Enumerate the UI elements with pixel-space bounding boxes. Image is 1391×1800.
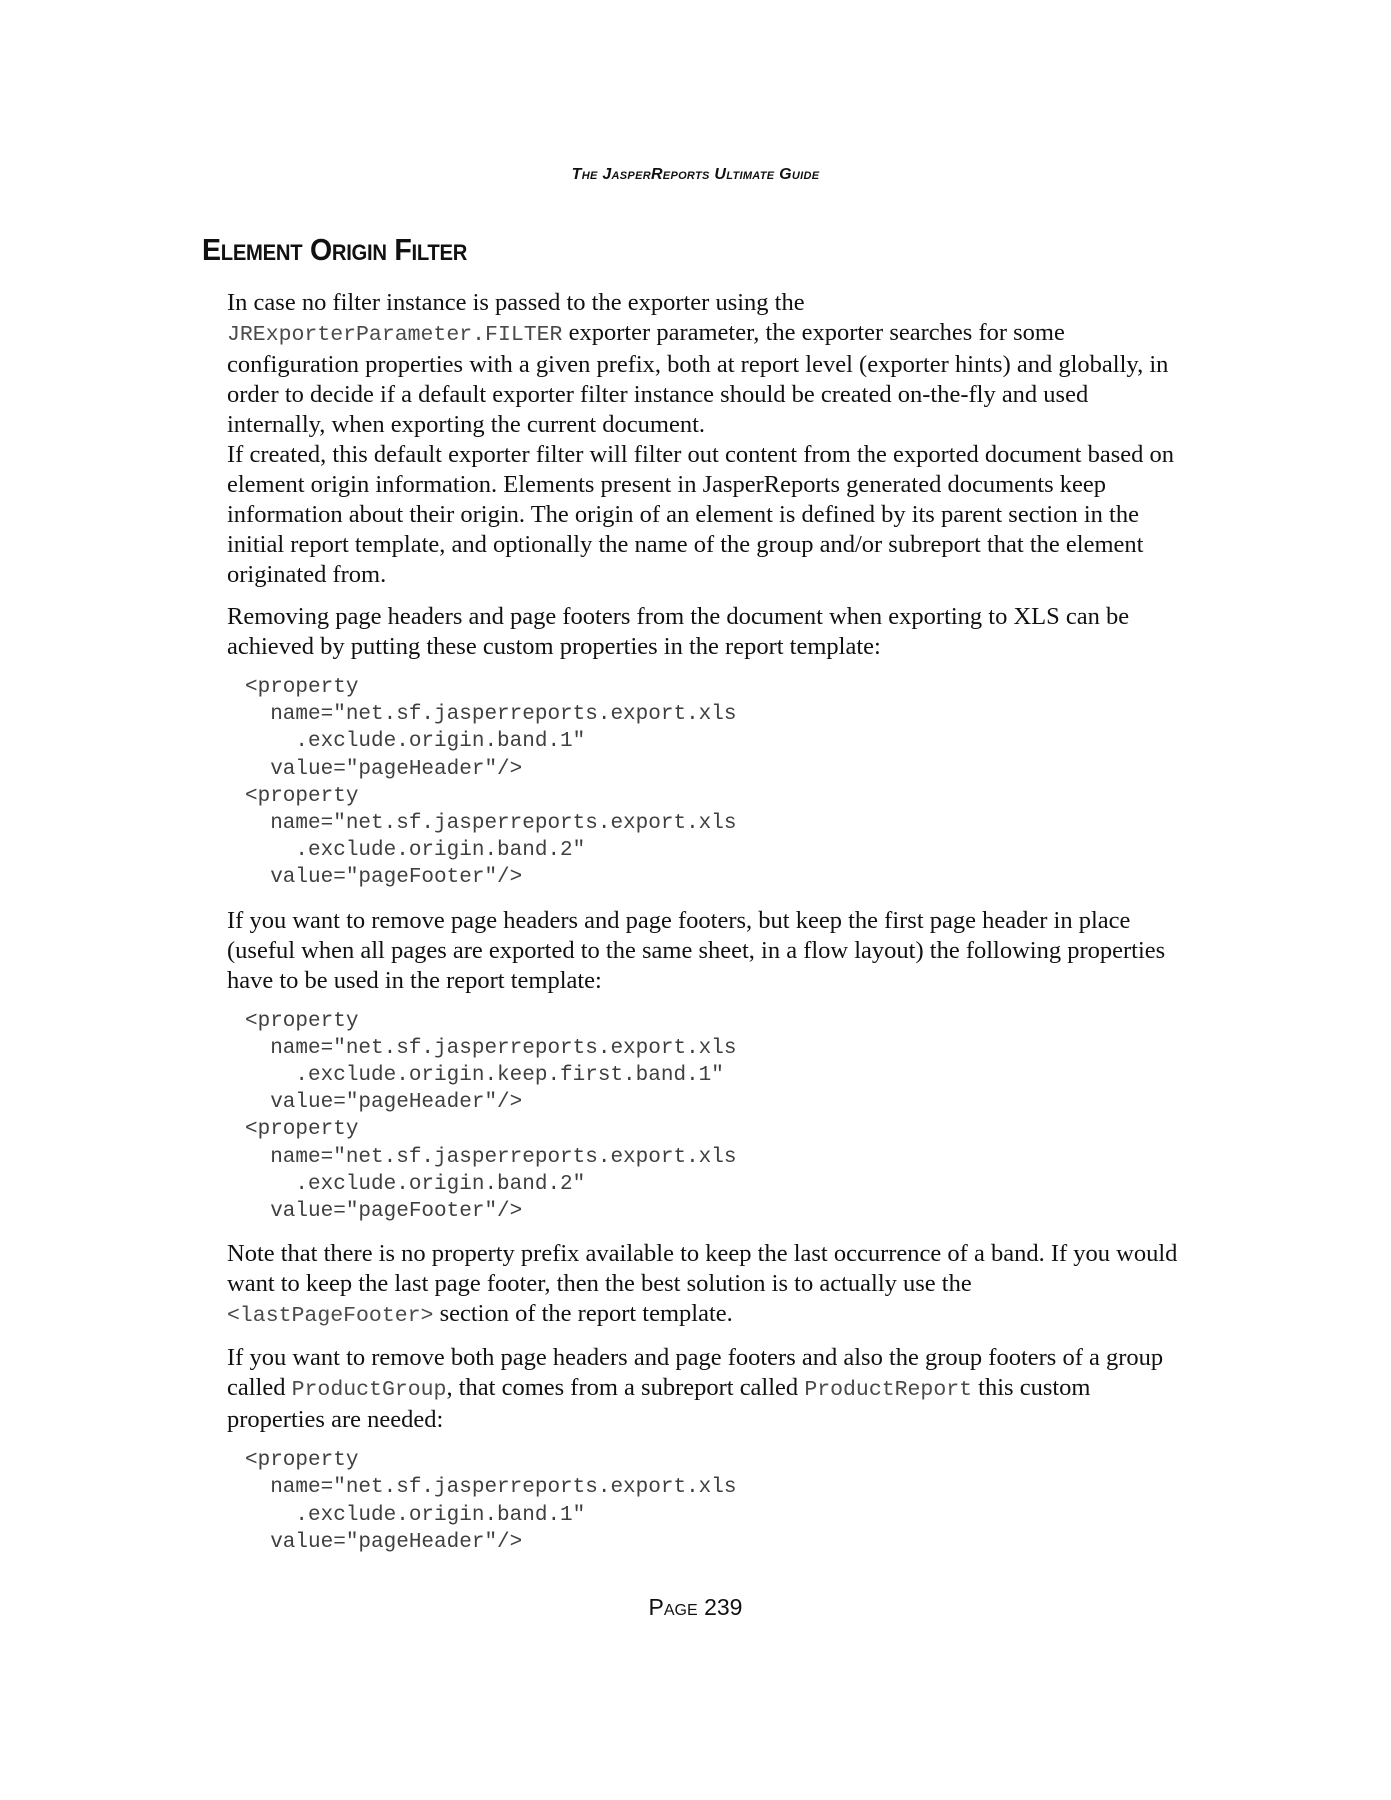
group-text-c: this custom properties are needed: (227, 1374, 1091, 1434)
code-block-2: <property name="net.sf.jasperreports.export.xls .exclude.origin.keep.first.band.1" value="pageHeader"/> <property name="net.sf.jasperreports.export.xls .exclude.origin.band.2" value="pageFooter"/> (245, 1009, 737, 1224)
page-number: Page 239 (648, 1594, 743, 1620)
running-header: The JasperReports Ultimate Guide (571, 166, 820, 183)
inline-code-lastpagefooter: <lastPageFooter> (227, 1304, 434, 1329)
intro-text-b: exporter parameter, the exporter searches for some configuration properties with a given prefix, both at report level (exporter hints) and globally, in order to decide if a default exporter filter instance should be created on-the-fly and used internally, when exporting the current document. (227, 319, 1169, 438)
section-title: Element Origin Filter (202, 232, 468, 267)
code-block-3: <property name="net.sf.jasperreports.export.xls .exclude.origin.band.1" value="pageHeader"/> (245, 1449, 737, 1554)
group-text-b: , that comes from a subreport called (446, 1374, 805, 1402)
page-content (227, 288, 1182, 1570)
inline-code-filter: JRExporterParameter.FILTER (227, 323, 563, 347)
paragraph-origin: If created, this default exporter filter will filter out content from the exported document based on element origin information. Elements present in JasperReports generated documents keep information about their origin. The origin of an element is defined by its parent section in the initial report template, and optionally the name of the group and/or subreport that the element originated from. (227, 441, 1174, 588)
paragraph-note (227, 1239, 1182, 1331)
paragraph-removing: Removing page headers and page footers from the document when exporting to XLS can be achieved by putting these custom properties in the report template: (227, 603, 1130, 660)
inline-code-productgroup: ProductGroup (291, 1378, 447, 1403)
paragraph-group (227, 1343, 1182, 1435)
group-text-a: If you want to remove both page headers and page footers and also the group footers of a group called (227, 1344, 1164, 1402)
note-text-b: section of the report template. (433, 1300, 733, 1328)
code-block-1: <property name="net.sf.jasperreports.export.xls .exclude.origin.band.1" value="pageHeader"/> <property name="net.sf.jasperreports.export.xls .exclude.origin.band.2" value="pageFooter"/> (245, 676, 737, 890)
intro-text-a: In case no filter instance is passed to the exporter using the (227, 289, 805, 316)
paragraph-keep-first: If you want to remove page headers and page footers, but keep the first page header in place (useful when all pages are exported to the same sheet, in a flow layout) the following properties have to be used in the report template: (227, 906, 1166, 994)
paragraph-intro (227, 288, 1182, 440)
note-text-a: Note that there is no property prefix available to keep the last occurrence of a band. If you would want to keep the last page footer, then the best solution is to actually use the (227, 1240, 1178, 1298)
inline-code-productreport: ProductReport (804, 1378, 973, 1403)
